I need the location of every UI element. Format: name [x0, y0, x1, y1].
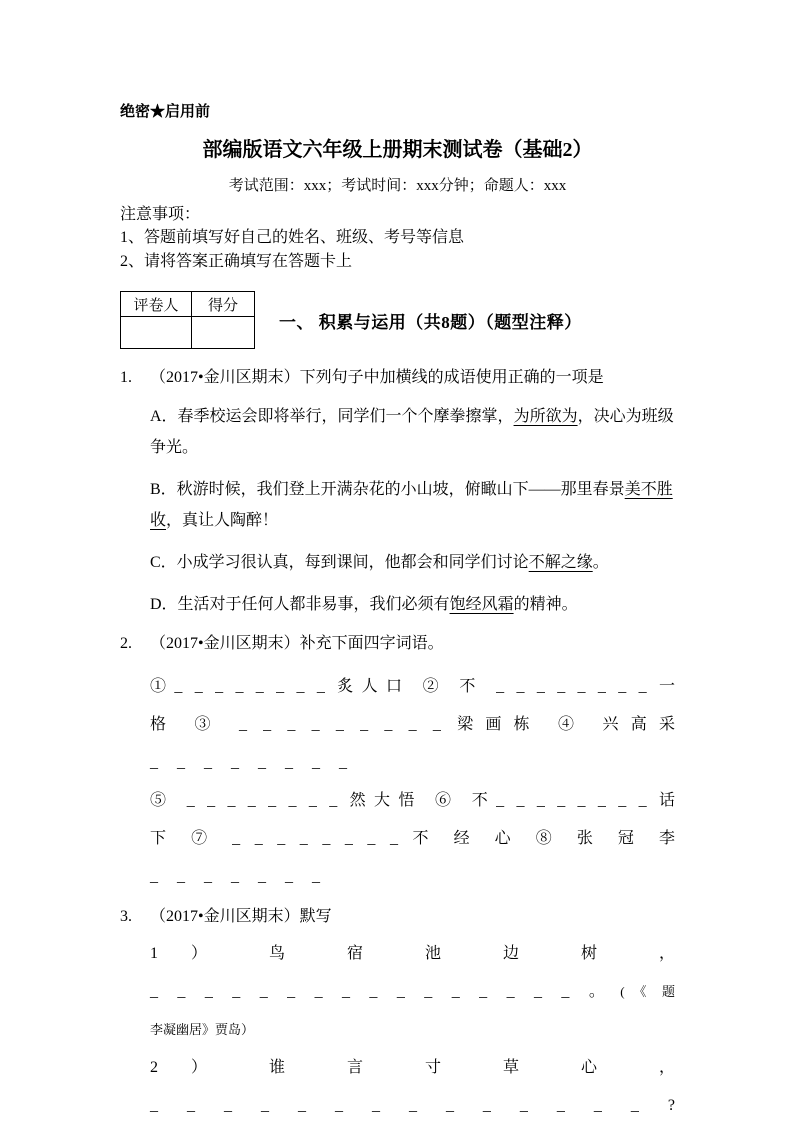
fill-in-line-6: _ _ _ _ _ _ _ [150, 868, 320, 885]
question-1-number: 1. [120, 369, 132, 386]
question-3-stem-row [120, 904, 675, 929]
option-c-text-post: 。 [592, 554, 609, 571]
score-blank-cell [192, 317, 255, 349]
score-header-cell: 得分 [192, 292, 255, 317]
option-b-underlined-idiom: 美不胜收 [150, 481, 673, 529]
option-a-text-pre: A．春季校运会即将举行，同学们一个个摩拳擦掌， [150, 408, 514, 425]
question-2-stem: （2017•金川区期末）补充下面四字词语。 [150, 635, 444, 652]
grader-header-cell: 评卷人 [121, 292, 192, 317]
dictation-line-4: _ _ _ _ _ _ _ _ _ _ _ _ _ _ ? [150, 1097, 675, 1114]
fill-in-line-1: ①_ _ _ _ _ _ _ _ 炙人口 ② 不 _ _ _ _ _ _ _ _ 一 [150, 678, 675, 695]
fill-in-line-2: 格 ③ _ _ _ _ _ _ _ _ _ 梁画栋 ④ 兴高采 [150, 716, 675, 733]
question-1-option-b [150, 474, 675, 536]
dictation-line-1: 1 ） 鸟 宿 池 边 树 ， [150, 945, 675, 962]
grader-blank-cell [121, 317, 192, 349]
question-3 [120, 904, 675, 1117]
option-c-underlined-idiom: 不解之缘 [528, 554, 593, 571]
fill-in-line-3: _ _ _ _ _ _ _ _ [150, 754, 347, 771]
classification-label: 绝密★启用前 [120, 104, 211, 120]
page-title: 部编版语文六年级上册期末测试卷（基础2） [202, 139, 593, 161]
dictation-line-2 [150, 981, 675, 1003]
option-d-underlined-idiom: 饱经风霜 [449, 596, 514, 613]
option-d-text-pre: D．生活对于任何人都非易事，我们必须有 [150, 596, 450, 613]
option-c-text-pre: C．小成学习很认真，每到课间，他都会和同学们讨论 [150, 554, 529, 571]
option-b-text-post: ，真让人陶醉！ [166, 512, 279, 529]
question-3-stem: （2017•金川区期末）默写 [150, 908, 332, 925]
question-1-stem-row [120, 365, 675, 390]
question-1-option-d [150, 589, 675, 620]
section-header-row [120, 291, 675, 349]
notice-item-2: 2、请将答案正确填写在答题卡上 [120, 253, 353, 270]
question-1-options [150, 401, 675, 620]
question-3-body [150, 943, 675, 1117]
notice-item-1: 1、答题前填写好自己的姓名、班级、考号等信息 [120, 229, 465, 246]
question-3-number: 3. [120, 908, 132, 925]
option-a-underlined-idiom: 为所欲为 [513, 408, 578, 425]
exam-meta-line: 考试范围：xxx；考试时间：xxx分钟；命题人：xxx [228, 178, 567, 194]
question-1 [120, 365, 675, 620]
option-b-text-pre: B．秋游时候，我们登上开满杂花的小山坡，俯瞰山下——那里春景 [150, 481, 625, 498]
dictation-citation-continued: 李凝幽居》贾岛） [150, 1022, 255, 1037]
option-d-text-post: 的精神。 [513, 596, 578, 613]
dictation-line-2-citation: (《题 [620, 984, 675, 999]
dictation-line-3: 2 ） 谁 言 寸 草 心 ， [150, 1059, 675, 1076]
option-a-text-post: ，决心为班级争光。 [150, 408, 674, 456]
question-2 [120, 631, 675, 888]
question-1-stem: （2017•金川区期末）下列句子中加横线的成语使用正确的一项是 [150, 369, 604, 386]
dictation-line-2-blanks: _ _ _ _ _ _ _ _ _ _ _ _ _ _ _ _ 。 [150, 983, 621, 1000]
question-1-option-a [150, 401, 675, 463]
score-table [120, 291, 255, 349]
question-2-number: 2. [120, 635, 132, 652]
notice-heading: 注意事项： [120, 206, 201, 223]
section-title: 一、 积累与运用（共8题）（题型注释） [279, 313, 582, 332]
question-1-option-c [150, 547, 675, 578]
question-2-body [150, 676, 675, 888]
question-2-stem-row [120, 631, 675, 656]
fill-in-line-5: 下 ⑦ _ _ _ _ _ _ _ _ 不 经 心 ⑧ 张 冠 李 [150, 830, 675, 847]
fill-in-line-4: ⑤ _ _ _ _ _ _ _ _ 然大悟 ⑥ 不_ _ _ _ _ _ _ _ 话 [150, 792, 675, 809]
